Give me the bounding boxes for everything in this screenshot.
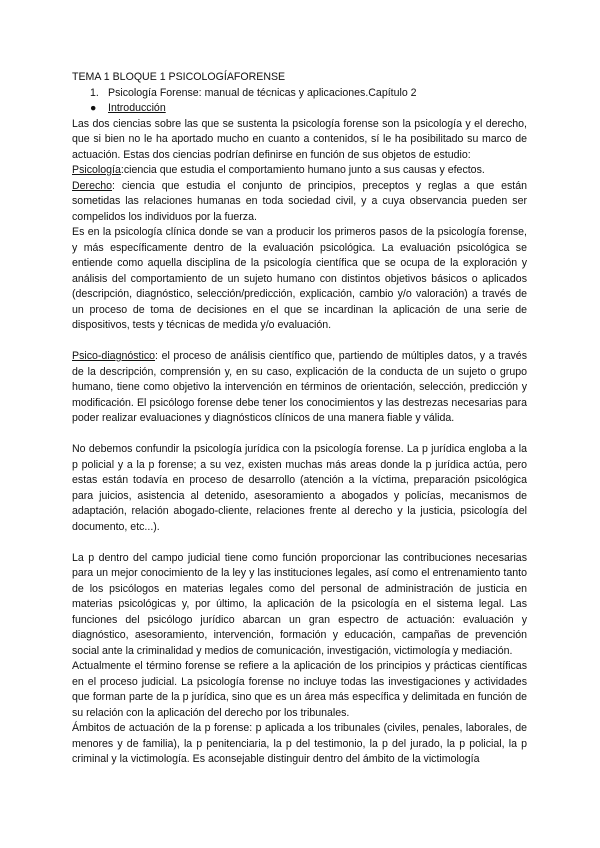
section-heading-introduccion: Introducción (108, 102, 166, 114)
definition-psicologia (72, 163, 527, 179)
paragraph-gap (72, 427, 527, 443)
paragraph-gap (72, 535, 527, 551)
term-psicodiagnostico: Psico-diagnóstico (72, 350, 156, 362)
paragraph-psicologia-clinica: Es en la psicología clínica donde se van a producir los primeros pasos de la psicología forense, y más específicamente dentro de la evaluación psicológica. La evaluación psicológica se entiende como aquella disciplina de la psicología científica que se ocupa de la exploración y análisis del comportamiento de un sujeto humano con distintos objetivos básicos o aplicados (descripción, diagnóstico, selección/predicción, explicación, cambio y/o valoración) a través de un proceso de toma de decisiones en el que se incardinan la aplicación de una serie de dispositivos, tests y técnicas de medida y/o evaluación. (72, 226, 527, 331)
term-derecho: Derecho (72, 179, 113, 192)
bullet-list-item (90, 101, 527, 117)
definition-psicologia-text: :ciencia que estudia el comportamiento humano junto a sus causas y efectos. (120, 164, 485, 176)
paragraph-campo-judicial: La p dentro del campo judicial tiene como función proporcionar las contribuciones necesarias para un mejor conocimiento de la ley y las instituciones legales, así como el entrenamiento tanto de los psicólogos en materias legales como del personal de administración de justicia en materias psicológicas y, por último, la aplicación de la psicología en el sistema legal. Las funciones del psicólogo jurídico abarcan un gran espectro de actuación: evaluación y diagnóstico, asesoramiento, intervención, formación y educación, campañas de prevención social ante la criminalidad y medios de comunicación, investigación, victimología y mediación. (72, 551, 527, 657)
document-page (72, 70, 527, 768)
definition-derecho-text: : ciencia que estudia el conjunto de principios, preceptos y reglas a que están sometidas las relaciones humanas en toda sociedad civil, y a cuya observancia pueden ser compelidos los individuos por la fuerza. (72, 179, 527, 223)
paragraph-juridica-vs-forense: No debemos confundir la psicología jurídica con la psicología forense. La p jurídica engloba a la p policial y a la p forense; a su vez, existen muchas más areas donde la p jurídica actúa, pero estas están todavía en proceso de desarrollo (atención a la víctima, preparación psicológica para juicios, asistencia al detenido, asesoramiento a abogados y policías, mecanismos de adaptación, relación abogado-cliente, relaciones frente al derecho y la justicia, psicología del documento, etc...). (72, 443, 527, 533)
definition-derecho (72, 179, 527, 226)
term-psicologia: Psicología (72, 164, 121, 176)
paragraph-gap (72, 334, 527, 350)
document-title: TEMA 1 BLOQUE 1 PSICOLOGÍAFORENSE (72, 71, 286, 83)
list-item-text: Psicología Forense: manual de técnicas y aplicaciones.Capítulo 2 (108, 86, 417, 99)
paragraph-intro: Las dos ciencias sobre las que se sustenta la psicología forense son la psicología y el derecho, que si bien no le ha aportado mucho en cuanto a contenidos, sí le ha posibilitado su marco de actuación. Estas dos ciencias podrían definirse en función de sus objetos de estudio: (72, 117, 527, 161)
bullet-icon: ● (90, 102, 97, 114)
paragraph-termino-forense: Actualmente el término forense se refiere a la aplicación de los principios y prácticas científicas en el proceso judicial. La psicología forense no incluye todas las investigaciones y actividades que forman parte de la p jurídica, sino que es un área más específica y delimitada en función de su relación con la aplicación del derecho por los tribunales. (72, 660, 527, 719)
definition-psicodiagnostico-text: : el proceso de análisis científico que, partiendo de múltiples datos, y a través de la descripción, comprensión y, en su caso, explicación de la conducta de un sujeto o grupo humano, tiene como objetivo la intervención en términos de orientación, selección, predicción y modificación. El psicólogo forense debe tener los conocimientos y las destrezas necesarias para poder realizar evaluaciones y diagnósticos clínicos de una manera fiable y válida. (72, 350, 527, 424)
list-number: 1. (90, 86, 99, 99)
numbered-list-item (90, 86, 527, 102)
paragraph-ambitos-actuacion: Ámbitos de actuación de la p forense: p aplicada a los tribunales (civiles, penales, laborales, de menores y de familia), la p penitenciaria, la p del testimonio, la p del jurado, la p policial, la p criminal y la victimología. Es aconsejable distinguir dentro del ámbito de la victimología (72, 722, 527, 765)
definition-psicodiagnostico (72, 349, 527, 427)
